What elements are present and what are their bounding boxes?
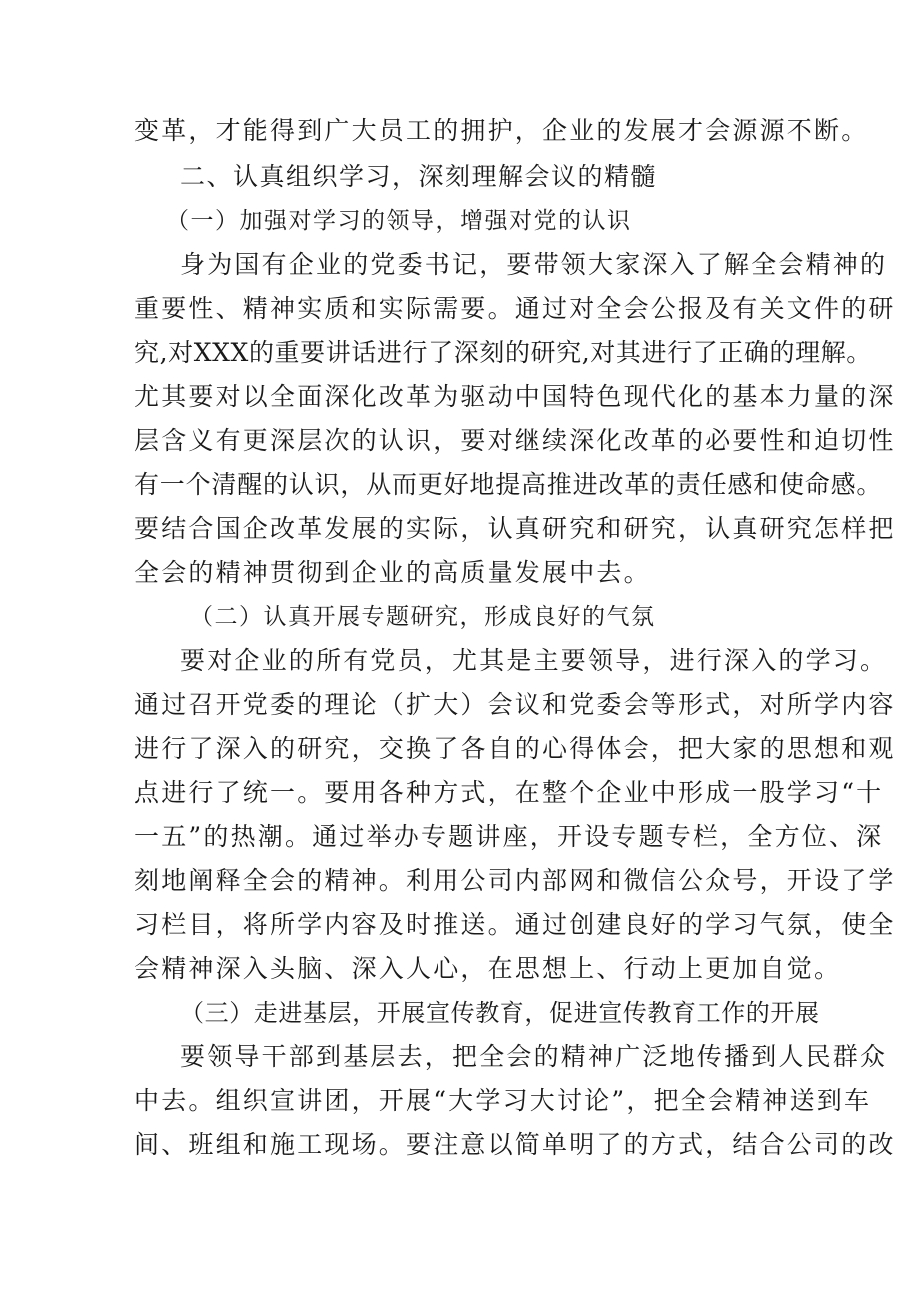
paragraph-line: 有一个清醒的认识，从而更好地提高推进改革的责任感和使命感。 — [134, 470, 883, 499]
paragraph-line: 要对企业的所有党员，尤其是主要领导，进行深入的学习。 — [180, 646, 888, 675]
paragraph-line: 会精神深入头脑、深入人心，在思想上、行动上更加自觉。 — [134, 954, 842, 983]
paragraph-line: 变革，才能得到广大员工的拥护，企业的发展才会源源不断。 — [134, 116, 869, 145]
paragraph-line: 身为国有企业的党委书记，要带领大家深入了解全会精神的 — [180, 250, 888, 279]
paragraph-line: 进行了深入的研究，交换了各自的心得体会，把大家的思想和观 — [134, 734, 896, 763]
section-heading: 二、认真组织学习，深刻理解会议的精髓 — [180, 162, 658, 191]
paragraph-line: 重要性、精神实质和实际需要。通过对全会公报及有关文件的研 — [134, 294, 896, 323]
paragraph-line: 通过召开党委的理论（扩大）会议和党委会等形式，对所学内容 — [134, 690, 896, 719]
paragraph-line: 中去。组织宣讲团，开展“大学习大讨论”，把全会精神送到车 — [134, 1086, 872, 1115]
paragraph-line: 要结合国企改革发展的实际，认真研究和研究，认真研究怎样把 — [134, 514, 896, 543]
paragraph-line: 全会的精神贯彻到企业的高质量发展中去。 — [134, 558, 651, 587]
paragraph-line: 一五”的热潮。通过举办专题讲座，开设专题专栏，全方位、深 — [134, 822, 884, 851]
subsection-heading: （一）加强对学习的领导，增强对党的认识 — [166, 208, 632, 234]
paragraph-line: 尤其要对以全面深化改革为驱动中国特色现代化的基本力量的深 — [134, 382, 896, 411]
paragraph-line: 习栏目，将所学内容及时推送。通过创建良好的学习气氛，使全 — [134, 910, 896, 939]
subsection-heading: （三）走进基层，开展宣传教育，促进宣传教育工作的开展 — [180, 999, 820, 1027]
paragraph-line: 点进行了统一。要用各种方式，在整个企业中形成一股学习“十 — [134, 778, 884, 807]
subsection-heading: （二）认真开展专题研究，形成良好的气氛 — [190, 604, 656, 630]
paragraph-line: 层含义有更深层次的认识，要对继续深化改革的必要性和迫切性 — [134, 426, 896, 455]
paragraph-line: 刻地阐释全会的精神。利用公司内部网和微信公众号，开设了学 — [134, 866, 896, 895]
paragraph-line: 间、班组和施工现场。要注意以简单明了的方式，结合公司的改 — [134, 1130, 896, 1159]
paragraph-line: 究,对XXX的重要讲话进行了深刻的研究,对其进行了正确的理解。 — [134, 338, 872, 367]
paragraph-line: 要领导干部到基层去，把全会的精神广泛地传播到人民群众 — [180, 1042, 888, 1071]
